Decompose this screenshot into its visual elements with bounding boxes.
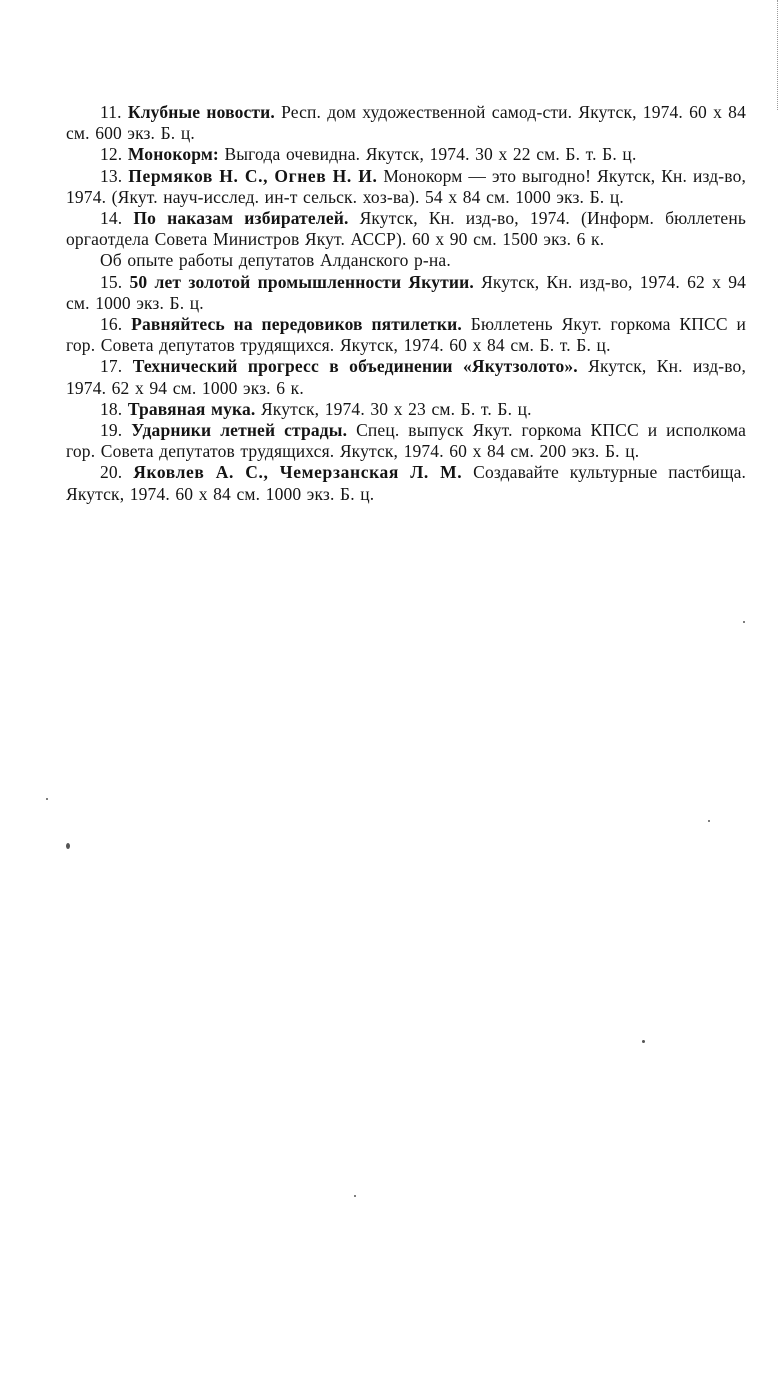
entry-number: 15. [100, 271, 123, 292]
bibliography-entry [66, 314, 746, 356]
entry-title: По наказам избирателей. [133, 208, 349, 229]
scan-speck [354, 1195, 356, 1197]
entry-title: Технический прогресс в объединении «Якутзолото». [132, 356, 578, 377]
entry-details: Якутск, Кн. изд-во, 1974. (Информ. бюллетень оргаотдела Совета Министров Якут. АССР). 60 x 90 см. 1500 экз. 6 к. [66, 208, 746, 250]
entry-authors: Пермяков Н. С., Огнев Н. И. [128, 165, 378, 186]
entry-details: Создавайте культурные пастбища. Якутск, 1974. 60 x 84 см. 1000 экз. Б. ц. [66, 462, 747, 504]
bibliography-entry [66, 420, 746, 462]
entry-details: Бюллетень Якут. горкома КПСС и гор. Совета депутатов трудящихся. Якутск, 1974. 60 x 84 см. Б. т. Б. ц. [66, 314, 747, 356]
scan-speck [46, 798, 48, 800]
entry-title: 50 лет золотой промышленности Якутии. [129, 271, 474, 292]
entry-number: 18. [100, 398, 123, 419]
entry-details: Якутск, Кн. изд-во, 1974. 62 x 94 см. 1000 экз. Б. ц. [66, 271, 746, 313]
entry-number: 14. [100, 208, 123, 229]
entry-annotation [66, 250, 746, 271]
entry-number: 13. [100, 165, 123, 186]
entry-title: Клубные новости. [127, 102, 275, 122]
entry-details: Якутск, Кн. изд-во, 1974. 62 x 94 см. 1000 экз. 6 к. [66, 356, 746, 398]
entry-details: Респ. дом художественной самод-сти. Якутск, 1974. 60 x 84 см. 600 экз. Б. ц. [66, 102, 746, 144]
entry-number: 12. [100, 144, 123, 165]
bibliography-entry [66, 144, 746, 165]
bibliography-entry [66, 462, 746, 504]
bibliography-entry [66, 208, 746, 250]
bibliography-entry [66, 399, 746, 420]
scan-speck [642, 1040, 645, 1043]
entry-title: Травяная мука. [127, 398, 256, 419]
bibliography-list [66, 102, 746, 505]
entry-authors: Яковлев А. С., Чемерзанская Л. М. [133, 462, 463, 483]
entry-details: Монокорм — это выгодно! Якутск, Кн. изд-во, 1974. (Якут. науч-исслед. ин-т сельск. хоз-ва). 54 x 84 см. 1000 экз. Б. ц. [66, 165, 747, 207]
bibliography-entry [66, 356, 746, 398]
entry-title: Ударники летней страды. [131, 420, 348, 441]
entry-number: 17. [100, 356, 123, 377]
entry-number: 19. [100, 420, 123, 441]
entry-title: Равняйтесь на передовиков пятилетки. [131, 314, 462, 335]
page-edge-mark [771, 0, 778, 110]
entry-details: Выгода очевидна. Якутск, 1974. 30 x 22 см. Б. т. Б. ц. [224, 144, 637, 165]
entry-number: 20. [100, 462, 123, 483]
bibliography-entry [66, 166, 746, 208]
entry-details: Спец. выпуск Якут. горкома КПСС и исполкома гор. Совета депутатов трудящихся. Якутск, 1974. 60 x 84 см. 200 экз. Б. ц. [66, 420, 746, 462]
entry-number: 16. [100, 314, 123, 335]
entry-number: 11. [100, 102, 122, 122]
entry-details: Якутск, 1974. 30 x 23 см. Б. т. Б. ц. [260, 398, 532, 419]
scan-speck [743, 621, 745, 623]
annotation-text: Об опыте работы депутатов Алданского р-на. [100, 250, 451, 271]
bibliography-entry [66, 102, 746, 144]
scan-speck [708, 820, 710, 822]
bibliography-entry [66, 272, 746, 314]
entry-title: Монокорм: [127, 144, 219, 165]
scan-speck [66, 843, 70, 849]
